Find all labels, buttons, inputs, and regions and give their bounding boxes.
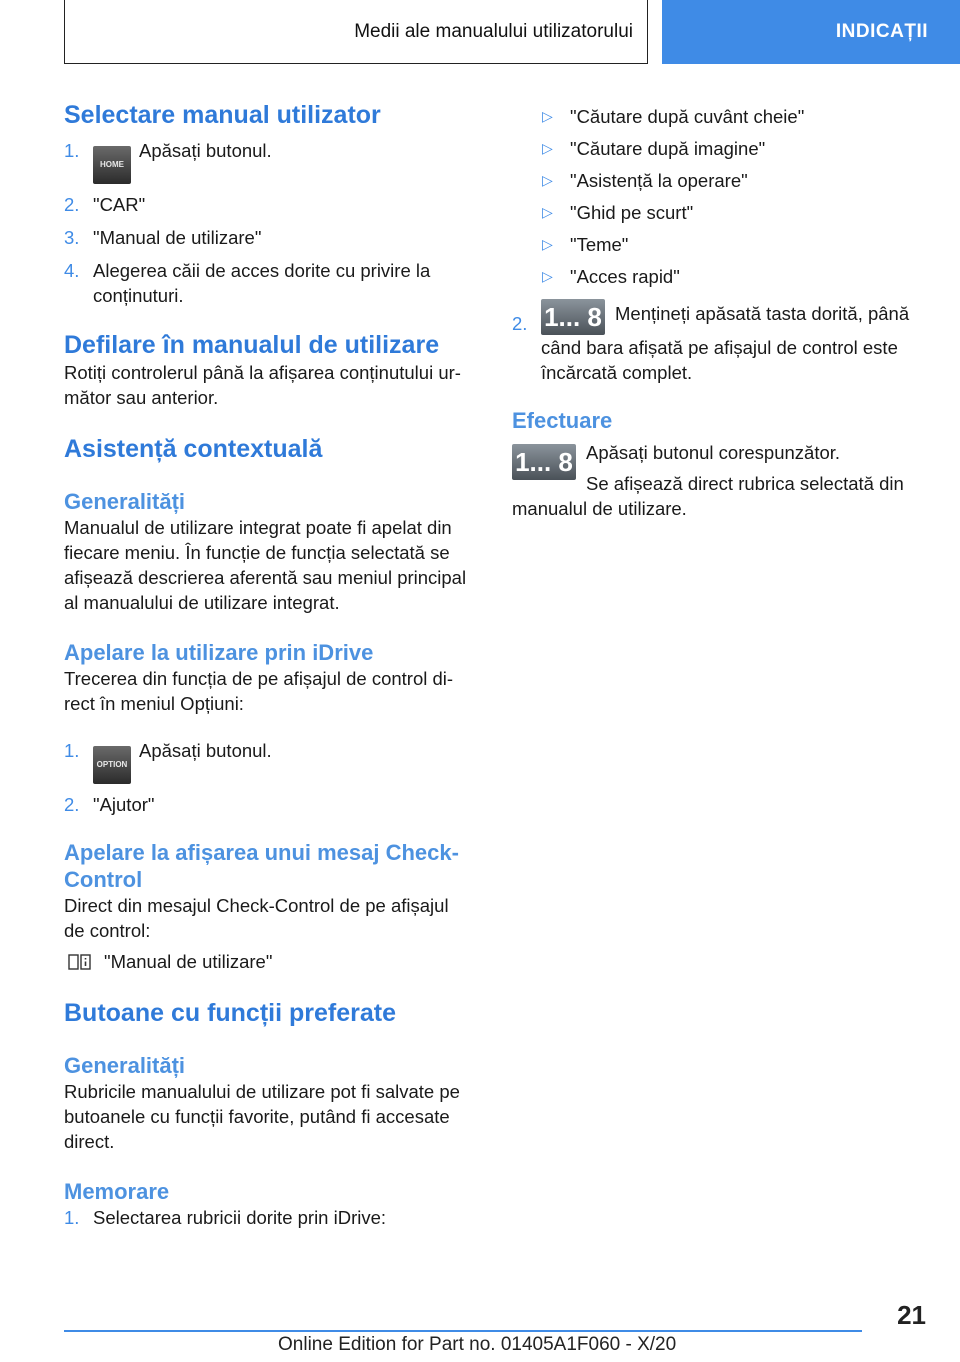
triangle-bullet-icon: ▷ (542, 108, 553, 124)
option-text: "Acces rapid" (570, 266, 680, 287)
general-1-text: Manualul de utilizare integrat poate fi apelat din fiecare meniu. În funcție de funcția selectată se afișează descrierea aferentă sau meniul principal al manualului de utilizare integrat. (64, 517, 467, 613)
heading-scroll-manual: Defilare în manualul de utilizare (64, 331, 440, 359)
heading-execute: Efectuare (512, 408, 613, 433)
home-button-icon: HOME (93, 146, 131, 184)
option-text: "Asistență la operare" (570, 170, 748, 191)
list-item (512, 232, 922, 257)
footer-edition: Online Edition for Part no. 01405A1F060 - X/20 (278, 1334, 677, 1355)
heading-select-manual: Selectare manual utilizator (64, 101, 381, 129)
heading-general-1: Generalități (64, 489, 186, 514)
step-number: 1. (64, 1207, 80, 1228)
list-item (512, 200, 922, 225)
execute-line-2: Se afișează direct rubrica selectată din manualul de utilizare. (512, 473, 904, 519)
left-column (64, 100, 474, 1238)
scroll-text: Rotiți controlerul până la afișarea conținutului următor sau anterior. (64, 362, 461, 408)
select-steps (64, 138, 474, 308)
list-item (64, 738, 474, 784)
manual-icon (68, 953, 92, 971)
triangle-bullet-icon: ▷ (542, 172, 553, 188)
chapter-tab[interactable] (662, 0, 960, 64)
heading-general-2: Generalități (64, 1053, 186, 1078)
execute-block (512, 440, 922, 521)
section-title: Medii ale manualului utilizatorului (354, 20, 633, 42)
idrive-text: Trecerea din funcția de pe afișajul de control direct în meniul Opțiuni: (64, 668, 454, 714)
step-text: "Manual de utilizare" (93, 227, 262, 248)
option-button-icon: OPTION (93, 746, 131, 784)
execute-line-1: Apăsați butonul corespunzător. (586, 442, 841, 463)
option-text: "Teme" (570, 234, 629, 255)
page-number: 21 (897, 1300, 926, 1330)
option-list (512, 104, 922, 289)
idrive-steps (64, 738, 474, 817)
list-item (512, 104, 922, 129)
heading-store: Memorare (64, 1179, 170, 1204)
footer-divider (64, 1330, 862, 1332)
step-text: Apăsați butonul. (139, 740, 272, 761)
list-item (64, 138, 474, 184)
triangle-bullet-icon: ▷ (542, 236, 553, 252)
step-number: 1. (64, 740, 80, 761)
heading-idrive: Apelare la utilizare prin iDrive (64, 640, 374, 665)
step-number: 2. (64, 194, 80, 215)
step-number: 2. (64, 794, 80, 815)
step-number: 2. (512, 313, 528, 334)
chapter-tab-label: INDICAȚII (835, 21, 928, 42)
step-number: 3. (64, 227, 80, 248)
option-text: "Ghid pe scurt" (570, 202, 694, 223)
step-text: "Ajutor" (93, 794, 155, 815)
general-2-text: Rubricile manualului de utilizare pot fi salvate pe butoanele cu funcții favorite, putând fi accesate direct. (64, 1081, 460, 1152)
step-number: 4. (64, 260, 80, 281)
check-text: Direct din mesajul Check-Control de pe afișajul de control: (64, 895, 449, 941)
heading-favorite-buttons: Butoane cu funcții preferate (64, 999, 396, 1027)
check-item (64, 949, 474, 974)
check-item-label: "Manual de utilizare" (104, 951, 273, 972)
running-header (64, 0, 648, 64)
list-item (512, 136, 922, 161)
list-item (512, 299, 922, 385)
option-text: "Căutare după imagine" (570, 138, 766, 159)
right-column (512, 104, 922, 521)
step-text: Mențineți apăsată tasta dorită, până când bara afișată pe afișajul de control este încărcată complet. (541, 303, 910, 383)
list-item (64, 1205, 474, 1230)
heading-check-control: Apelare la afișarea unui mesaj Check-Control (64, 840, 459, 892)
step-text: Selectarea rubricii dorite prin iDrive: (93, 1207, 387, 1228)
list-item (64, 225, 474, 250)
option-text: "Căutare după cuvânt cheie" (570, 106, 805, 127)
step-text: Alegerea căii de acces dorite cu privire la conținuturi. (93, 260, 431, 306)
heading-context-help: Asistență contextuală (64, 435, 323, 463)
step-text: "CAR" (93, 194, 146, 215)
list-item (64, 792, 474, 817)
list-item (64, 192, 474, 217)
list-item (512, 264, 922, 289)
favorite-keys-icon: 1... 8 (541, 299, 605, 335)
step-number: 1. (64, 140, 80, 161)
list-item (512, 168, 922, 193)
favorite-keys-icon: 1... 8 (512, 444, 576, 480)
list-item (64, 258, 474, 308)
triangle-bullet-icon: ▷ (542, 140, 553, 156)
step-text: Apăsați butonul. (139, 140, 272, 161)
triangle-bullet-icon: ▷ (542, 204, 553, 220)
triangle-bullet-icon: ▷ (542, 268, 553, 284)
